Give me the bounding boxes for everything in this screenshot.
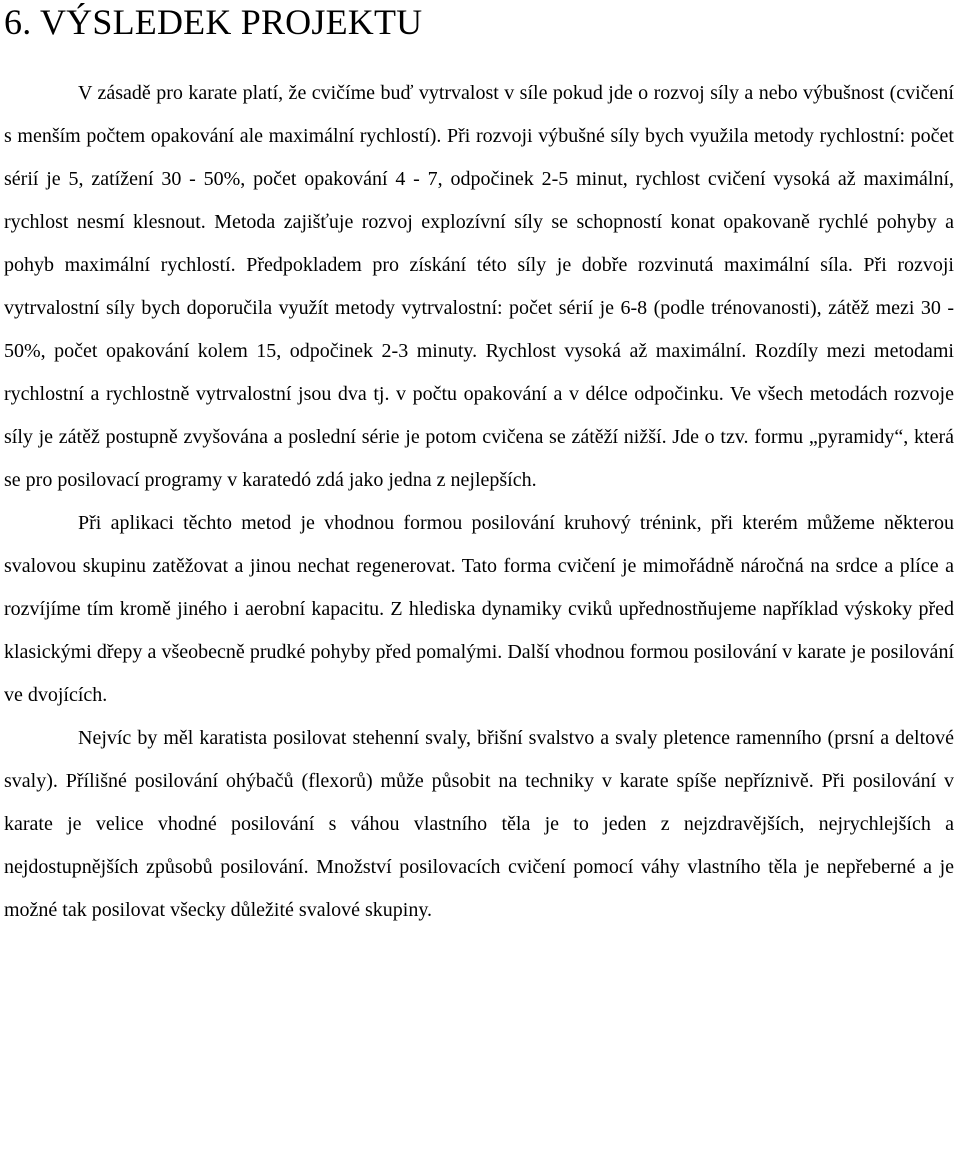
- paragraph-circuit-training: Při aplikaci těchto metod je vhodnou formou posilování kruhový trénink, při kterém můžeme některou svalovou skupinu zatěžovat a jinou nechat regenerovat. Tato forma cvičení je mimořádně náročná na srdce a plíce a rozvíjíme tím kromě jiného i aerobní kapacitu. Z hlediska dynamiky cviků upřednostňujeme například výskoky před klasickými dřepy a všeobecně prudké pohyby před pomalými. Další vhodnou formou posilování v karate je posilování ve dvojících.: [4, 512, 954, 706]
- section-heading: 6. VÝSLEDEK PROJEKTU: [4, 2, 423, 42]
- paragraph-muscle-groups: Nejvíc by měl karatista posilovat stehenní svaly, břišní svalstvo a svaly pletence ramenního (prsní a deltové svaly). Přílišné posilování ohýbačů (flexorů) může působit na techniky v karate spíše nepříznivě. Při posilování v karate je velice vhodné posilování s váhou vlastního těla je to jeden z nejzdravějších, nejrychlejších a nejdostupnějších způsobů posilování. Množství posilovacích cvičení pomocí váhy vlastního těla je nepřeberné a je možné tak posilovat všecky důležité svalové skupiny.: [4, 727, 954, 921]
- paragraph-training-methods: V zásadě pro karate platí, že cvičíme buď vytrvalost v síle pokud jde o rozvoj síly a nebo výbušnost (cvičení s menším počtem opakování ale maximální rychlostí). Při rozvoji výbušné síly bych využila metody rychlostní: počet sérií je 5, zatížení 30 - 50%, počet opakování 4 - 7, odpočinek 2-5 minut, rychlost cvičení vysoká až maximální, rychlost nesmí klesnout. Metoda zajišťuje rozvoj explozívní síly se schopností konat opakovaně rychlé pohyby a pohyb maximální rychlostí. Předpokladem pro získání této síly je dobře rozvinutá maximální síla. Při rozvoji vytrvalostní síly bych doporučila využít metody vytrvalostní: počet sérií je 6-8 (podle trénovanosti), zátěž mezi 30 - 50%, počet opakování kolem 15, odpočinek 2-3 minuty. Rychlost vysoká až maximální. Rozdíly mezi metodami rychlostní a rychlostně vytrvalostní jsou dva tj. v počtu opakování a v délce odpočinku. Ve všech metodách rozvoje síly je zátěž postupně zvyšována a poslední série je potom cvičena se zátěží nižší. Jde o tzv. formu „pyramidy“, která se pro posilovací programy v karatedó zdá jako jedna z nejlepších.: [4, 82, 954, 491]
- section-body: [4, 72, 954, 932]
